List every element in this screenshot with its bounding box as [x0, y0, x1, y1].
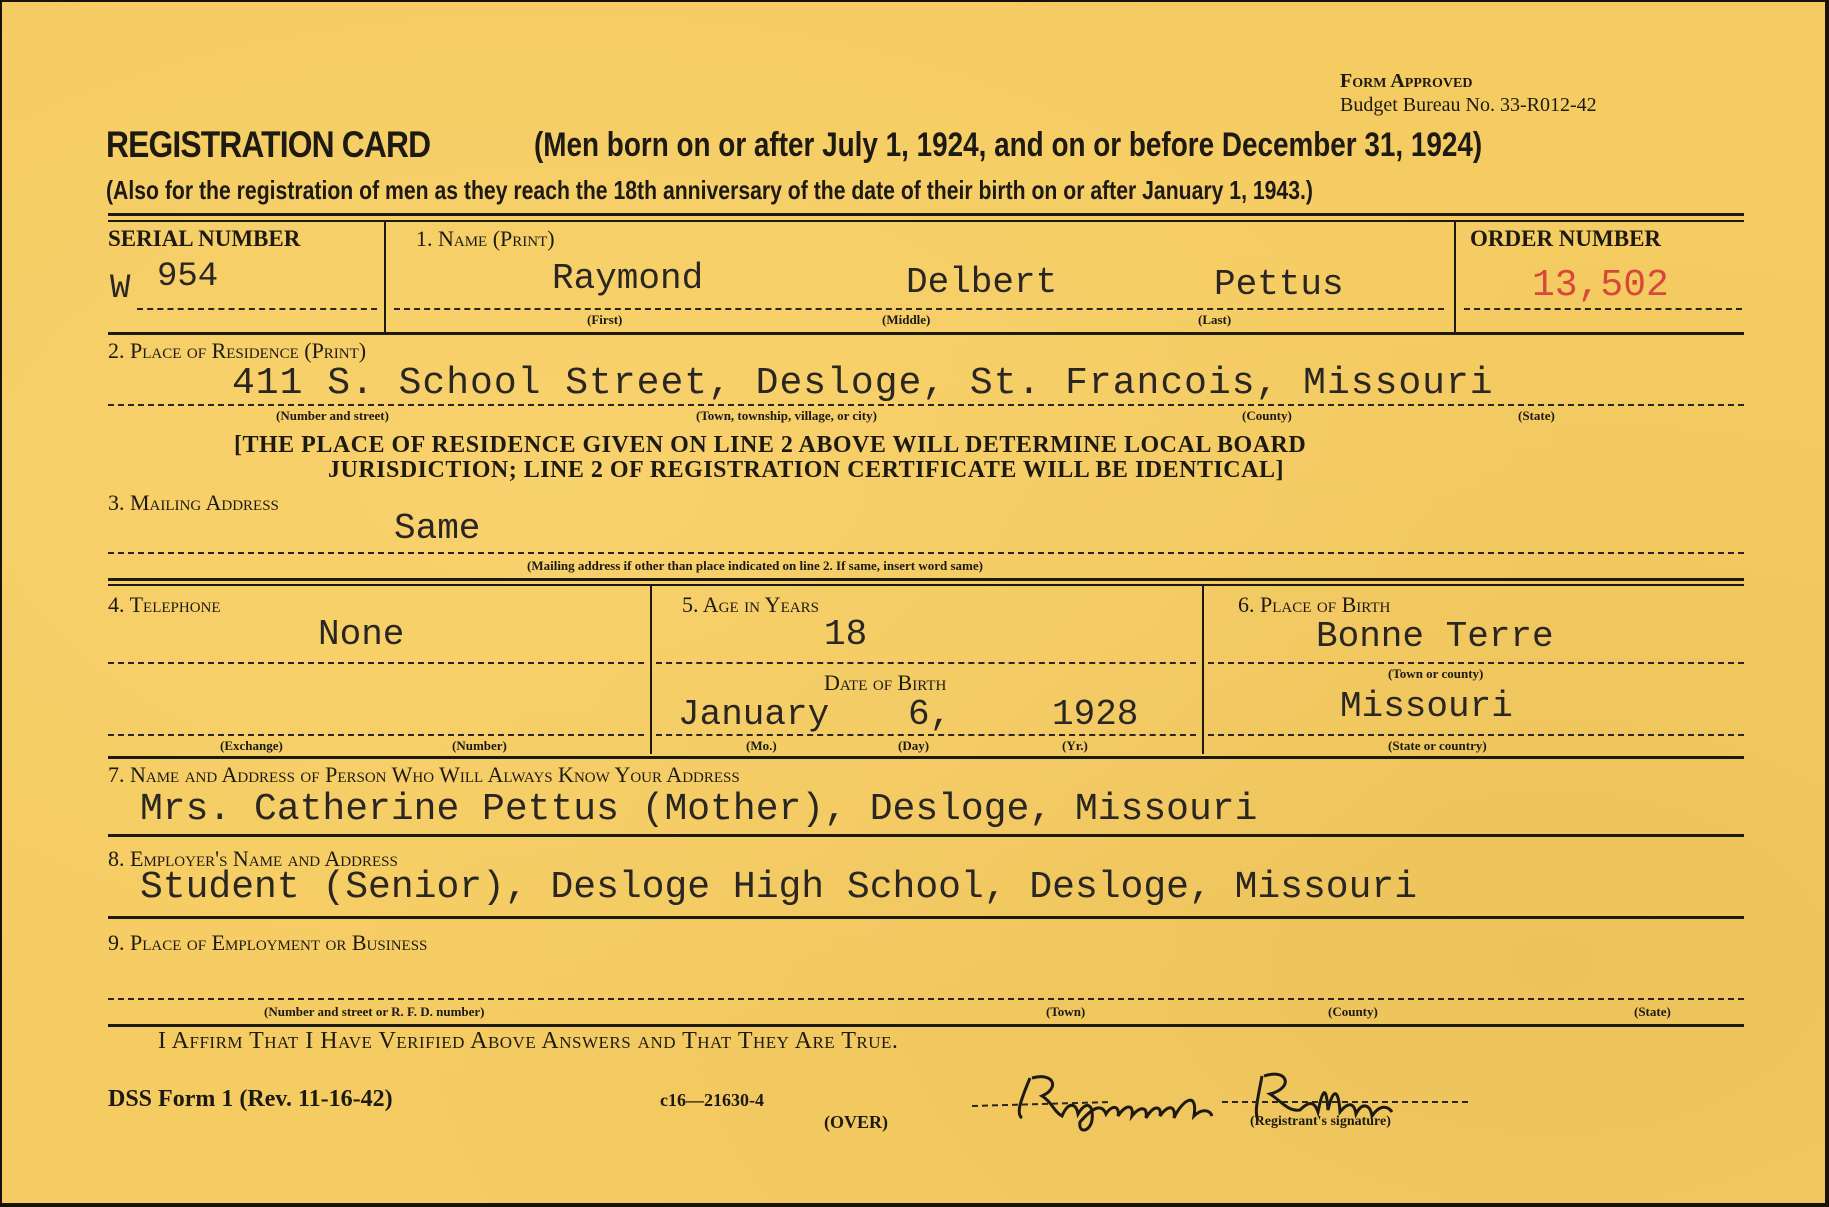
first-name-value: Raymond — [552, 258, 704, 299]
registration-card — [2, 2, 1825, 1203]
divider — [384, 220, 386, 332]
birth-month-caption: (Mo.) — [746, 738, 777, 753]
underline — [1208, 734, 1744, 736]
mailing-address-caption: (Mailing address if other than place indicated on line 2. If same, insert word same) — [527, 558, 983, 573]
serial-number-label: SERIAL NUMBER — [108, 226, 301, 251]
divider — [108, 332, 1744, 335]
underline — [108, 552, 1744, 554]
employer-label: 8. Employer's Name and Address — [108, 846, 398, 871]
telephone-value: None — [318, 614, 405, 655]
employment-county-caption: (County) — [1328, 1004, 1378, 1019]
jurisdiction-notice-line2: JURISDICTION; LINE 2 OF REGISTRATION CERTIFICATE WILL BE IDENTICAL] — [328, 457, 1284, 483]
birth-state-caption: (State or country) — [1388, 738, 1487, 753]
divider — [108, 584, 1744, 586]
residence-town-caption: (Town, township, village, or city) — [696, 408, 877, 423]
affirmation-text: I Affirm That I Have Verified Above Answers and That They Are True. — [158, 1028, 899, 1054]
birth-month-value: January — [678, 694, 830, 735]
budget-bureau-number: Budget Bureau No. 33-R012-42 — [1340, 94, 1597, 116]
first-name-caption: (First) — [587, 312, 623, 327]
divider — [108, 220, 1744, 222]
divider — [108, 834, 1744, 837]
telephone-label: 4. Telephone — [108, 592, 221, 617]
mailing-address-value: Same — [394, 508, 481, 549]
residence-state-caption: (State) — [1518, 408, 1555, 423]
underline — [1464, 308, 1742, 310]
middle-name-caption: (Middle) — [882, 312, 931, 327]
telephone-exchange-caption: (Exchange) — [220, 738, 283, 753]
jurisdiction-notice-line1: [THE PLACE OF RESIDENCE GIVEN ON LINE 2 ABOVE WILL DETERMINE LOCAL BOARD — [234, 432, 1307, 458]
residence-value: 411 S. School Street, Desloge, St. Francois, Missouri — [232, 362, 1494, 405]
card-title: REGISTRATION CARD — [106, 124, 431, 165]
last-name-caption: (Last) — [1198, 312, 1232, 327]
underline — [108, 734, 644, 736]
eligibility-text: (Men born on or after July 1, 1924, and on or before December 31, 1924) — [534, 126, 1483, 164]
age-value: 18 — [824, 614, 868, 655]
eligibility-note: (Also for the registration of men as they reach the 18th anniversary of the date of their birth on or after January 1, 1943.) — [106, 175, 1313, 205]
underline — [1208, 662, 1744, 664]
form-approved-text: Form Approved — [1340, 70, 1473, 92]
serial-number-value: 954 — [157, 258, 219, 296]
divider — [108, 756, 1744, 759]
over-indicator: (OVER) — [824, 1112, 888, 1132]
order-number-label: ORDER NUMBER — [1470, 226, 1662, 251]
birth-town-caption: (Town or county) — [1388, 666, 1484, 681]
underline — [394, 308, 1444, 310]
underline — [108, 662, 644, 664]
employer-value: Student (Senior), Desloge High School, Desloge, Missouri — [140, 866, 1418, 909]
name-label: 1. Name (Print) — [416, 226, 555, 251]
underline — [137, 308, 377, 310]
birth-day-caption: (Day) — [898, 738, 930, 753]
last-name-value: Pettus — [1214, 264, 1344, 305]
underline — [656, 734, 1196, 736]
divider — [108, 1024, 1744, 1027]
print-code: c16—21630-4 — [660, 1090, 764, 1110]
underline — [108, 404, 1744, 406]
mailing-address-label: 3. Mailing Address — [108, 490, 279, 515]
contact-person-label: 7. Name and Address of Person Who Will Always Know Your Address — [108, 762, 740, 787]
serial-prefix: W — [110, 270, 131, 308]
birth-year-value: 1928 — [1052, 694, 1139, 735]
birth-day-value: 6, — [908, 694, 952, 735]
middle-name-value: Delbert — [906, 262, 1058, 303]
birth-town-value: Bonne Terre — [1316, 616, 1554, 657]
employment-state-caption: (State) — [1634, 1004, 1671, 1019]
employment-street-caption: (Number and street or R. F. D. number) — [264, 1004, 485, 1019]
divider — [108, 213, 1744, 216]
employment-town-caption: (Town) — [1046, 1004, 1086, 1019]
telephone-number-caption: (Number) — [452, 738, 507, 753]
divider — [1454, 220, 1456, 332]
divider — [1202, 584, 1204, 754]
form-id: DSS Form 1 (Rev. 11-16-42) — [108, 1086, 393, 1112]
birth-year-caption: (Yr.) — [1062, 738, 1088, 753]
underline — [108, 998, 1744, 1000]
divider — [650, 584, 652, 754]
employment-place-label: 9. Place of Employment or Business — [108, 930, 428, 955]
order-number-value: 13,502 — [1532, 264, 1669, 307]
signature-caption: (Registrant's signature) — [1250, 1114, 1391, 1129]
underline — [656, 662, 1196, 664]
age-label: 5. Age in Years — [682, 592, 819, 617]
date-of-birth-label: Date of Birth — [824, 670, 947, 695]
divider — [108, 916, 1744, 919]
contact-person-value: Mrs. Catherine Pettus (Mother), Desloge, Missouri — [140, 788, 1258, 831]
residence-street-caption: (Number and street) — [276, 408, 389, 423]
residence-county-caption: (County) — [1242, 408, 1292, 423]
residence-label: 2. Place of Residence (Print) — [108, 338, 367, 363]
divider — [108, 578, 1744, 581]
birth-state-value: Missouri — [1340, 686, 1513, 727]
birth-place-label: 6. Place of Birth — [1238, 592, 1391, 617]
